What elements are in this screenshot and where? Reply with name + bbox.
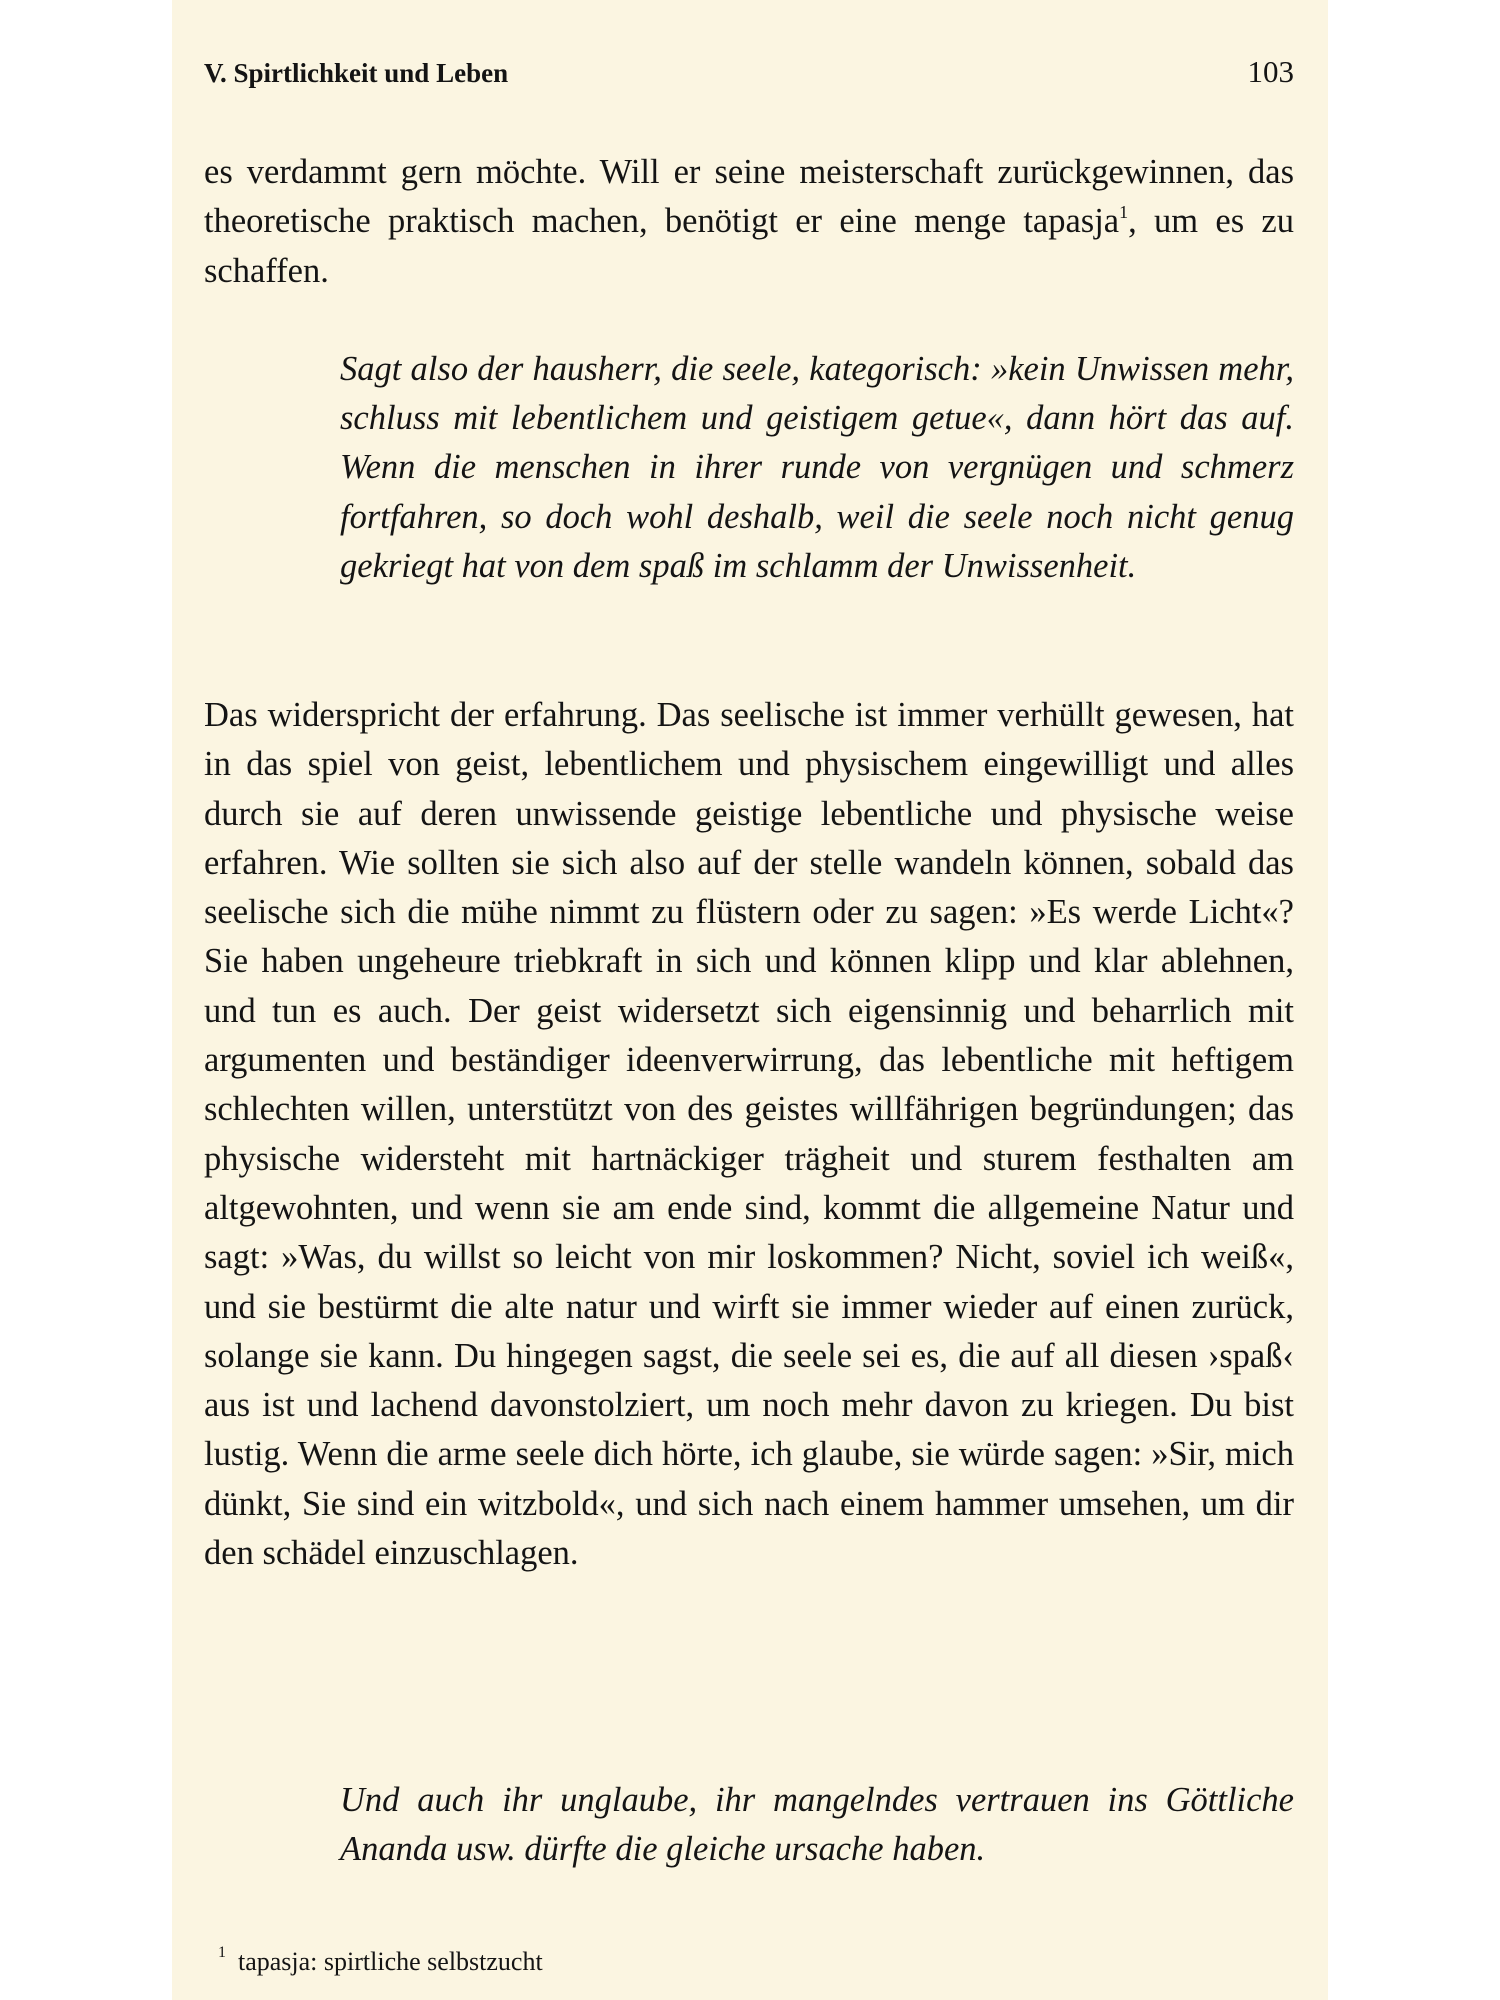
quote-1: Sagt also der hausherr, die seele, kategorisch: »kein Unwissen mehr, schluss mit lebentlichem und geistigem getue«, dann hört das auf. Wenn die menschen in ihrer runde von vergnügen und schmerz fortfahren, so doch wohl deshalb, weil die seele noch nicht genug gekriegt hat von dem spaß im schlamm der Unwissenheit. xyxy=(340,350,1294,585)
chapter-title: V. Spirtlichkeit und Leben xyxy=(204,58,509,88)
page-number: 103 xyxy=(1247,54,1294,89)
paragraph-1 xyxy=(204,148,1294,296)
footnote-reference: 1 xyxy=(1119,202,1129,223)
paragraph-2: Das widerspricht der erfahrung. Das seelische ist immer verhüllt gewesen, hat in das spiel von geist, lebentlichem und physischem eingewilligt und alles durch sie auf deren unwissende geistige lebentliche und physische weise erfahren. Wie sollten sie sich also auf der stelle wandeln können, sobald das seelische sich die mühe nimmt zu flüstern oder zu sagen: »Es werde Licht«? Sie haben ungeheure triebkraft in sich und können klipp und klar ablehnen, und tun es auch. Der geist widersetzt sich eigensinnig und beharrlich mit argumenten und beständiger ideenverwirrung, das lebentliche mit heftigem schlechten willen, unterstützt von des geistes willfährigen begründungen; das physische widersteht mit hartnäckiger trägheit und sturem festhalten am altgewohnten, und wenn sie am ende sind, kommt die allgemeine Natur und sagt: »Was, du willst so leicht von mir loskommen? Nicht, soviel ich weiß«, und sie bestürmt die alte natur und wirft sie immer wieder auf einen zurück, solange sie kann. Du hingegen sagst, die seele sei es, die auf all diesen ›spaß‹ aus ist und lachend davonstolziert, um noch mehr davon zu kriegen. Du bist lustig. Wenn die arme seele dich hörte, ich glaube, sie würde sagen: »Sir, mich dünkt, Sie sind ein witzbold«, und sich nach einem hammer umsehen, um dir den schädel einzuschlagen. xyxy=(204,696,1294,1573)
footnote-text: tapasja: spirtliche selbstzucht xyxy=(238,1947,543,1976)
quote-2: Und auch ihr unglaube, ihr mangelndes vertrauen ins Göttliche Ananda usw. dürfte die gleiche ursache haben. xyxy=(340,1781,1294,1869)
page-header xyxy=(204,54,1294,94)
book-page xyxy=(172,0,1328,2000)
paragraph-1-text: es verdammt gern möchte. Will er seine meisterschaft zurückgewinnen, das theoretische praktisch machen, benötigt er eine menge tapasja xyxy=(204,153,1294,241)
footnote xyxy=(218,1935,543,1980)
paragraph-1-text-end: , um es zu schaffen. xyxy=(204,202,1294,290)
footnote-mark: 1 xyxy=(218,1944,226,1961)
